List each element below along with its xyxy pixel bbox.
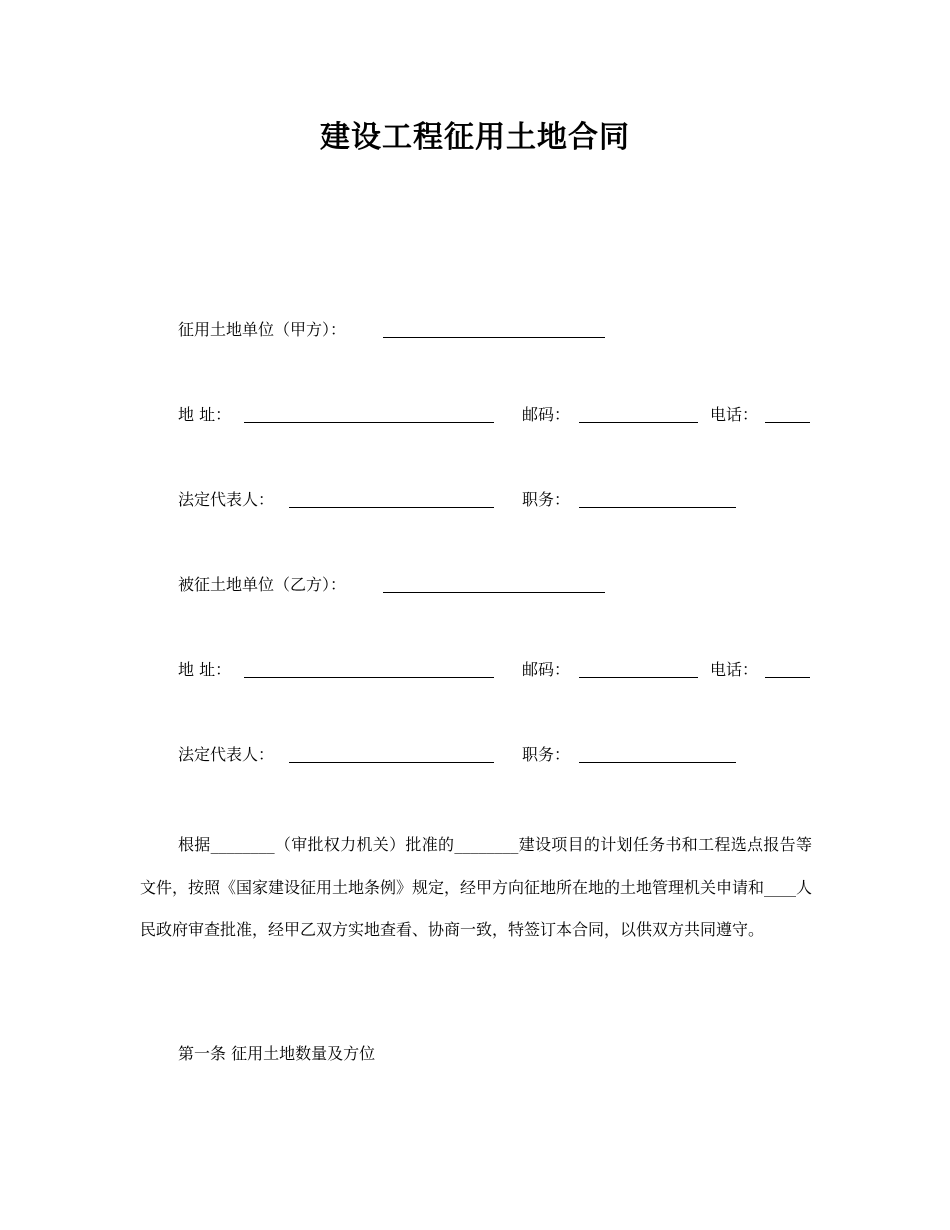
party-b-postcode-blank[interactable] bbox=[579, 677, 698, 678]
party-b-address-label: 地 址： bbox=[178, 660, 232, 679]
party-b-position-label: 职务： bbox=[522, 745, 571, 764]
party-b-unit-blank[interactable] bbox=[383, 592, 605, 593]
party-a-address-blank[interactable] bbox=[244, 422, 494, 423]
party-b-unit-label: 被征土地单位（乙方）： bbox=[178, 575, 347, 594]
party-b-address-blank[interactable] bbox=[244, 677, 494, 678]
party-b-position-blank[interactable] bbox=[579, 762, 736, 763]
party-b-rep-label: 法定代表人： bbox=[178, 745, 275, 764]
preamble-paragraph: 根据________（审批权力机关）批准的________建设项目的计划任务书和工程选点报告等文件，按照《国家建设征用土地条例》规定，经甲方向征地所在地的土地管理机关申请和____人民政府审查批准，经甲乙双方实地查看、协商一致，特签订本合同，以供双方共同遵守。 bbox=[140, 835, 813, 939]
party-a-position-label: 职务： bbox=[522, 490, 571, 509]
party-a-rep-label: 法定代表人： bbox=[178, 490, 275, 509]
party-a-rep-blank[interactable] bbox=[289, 507, 494, 508]
party-b-postcode-label: 邮码： bbox=[522, 660, 571, 679]
party-a-address-label: 地 址： bbox=[178, 405, 232, 424]
party-b-phone-blank[interactable] bbox=[765, 677, 810, 678]
party-a-phone-label: 电话： bbox=[710, 405, 759, 424]
party-a-postcode-blank[interactable] bbox=[579, 422, 698, 423]
party-a-position-blank[interactable] bbox=[579, 507, 736, 508]
party-b-phone-label: 电话： bbox=[710, 660, 759, 679]
party-b-rep-blank[interactable] bbox=[289, 762, 494, 763]
party-a-unit-label: 征用土地单位（甲方）： bbox=[178, 320, 347, 339]
party-a-phone-blank[interactable] bbox=[765, 422, 810, 423]
article-1-heading: 第一条 征用土地数量及方位 bbox=[178, 1044, 376, 1063]
document-title: 建设工程征用土地合同 bbox=[320, 120, 630, 155]
party-a-unit-blank[interactable] bbox=[383, 337, 605, 338]
party-a-postcode-label: 邮码： bbox=[522, 405, 571, 424]
